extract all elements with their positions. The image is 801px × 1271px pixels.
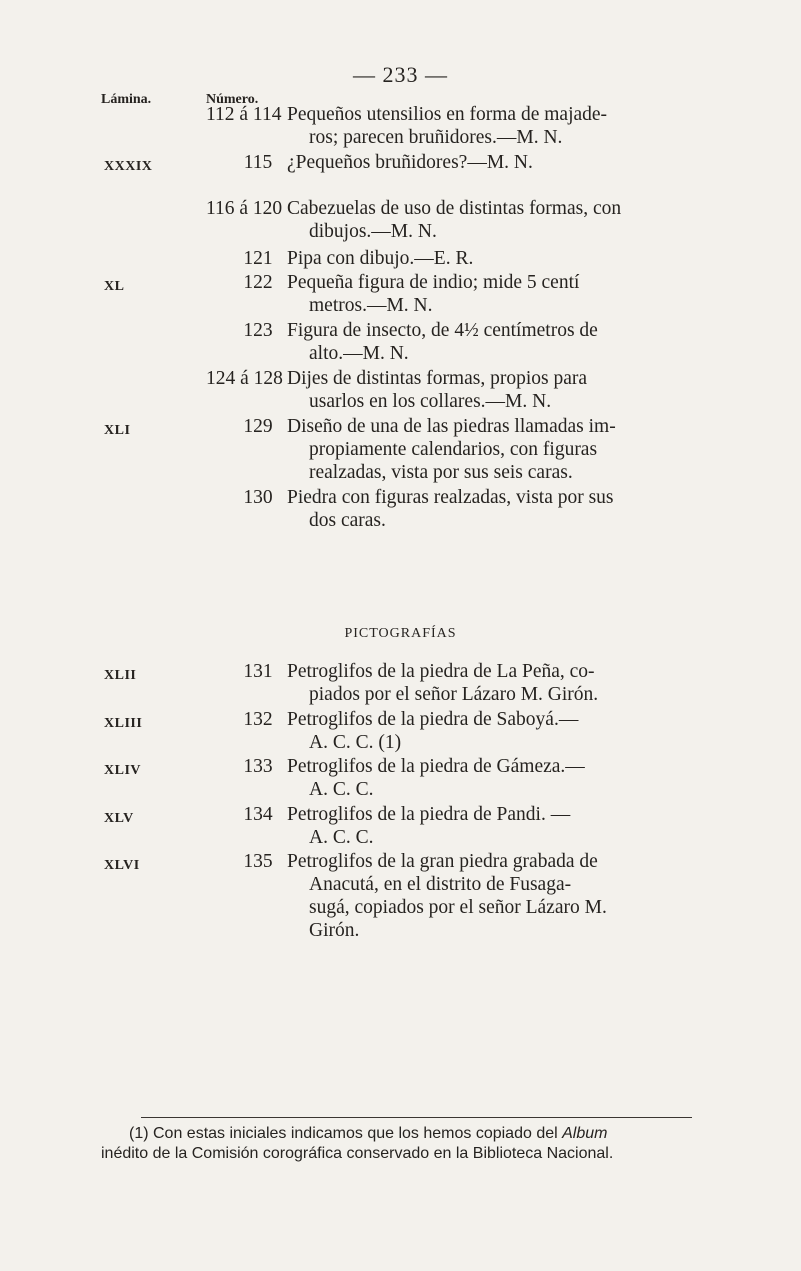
description-line: Pequeña figura de indio; mide 5 centí (287, 272, 580, 293)
description-line: dos caras. (309, 510, 386, 531)
description-line: Girón. (309, 920, 360, 941)
description-line: Petroglifos de la piedra de Gámeza.— (287, 756, 585, 777)
entry-number: 116 á 120 (206, 198, 283, 219)
entry-number: 112 á 114 (206, 104, 282, 125)
description-line: ros; parecen bruñidores.—M. N. (309, 127, 563, 148)
description-line: A. C. C. (309, 779, 374, 800)
footnote-italic: Album (562, 1125, 608, 1142)
entry-description (287, 103, 692, 149)
description-line: usarlos en los collares.—M. N. (309, 391, 552, 412)
description-line: dibujos.—M. N. (309, 221, 437, 242)
entry-description (287, 247, 692, 270)
lamina-number: XLII (104, 668, 137, 683)
description-line: sugá, copiados por el señor Lázaro M. (309, 897, 607, 918)
description-line: realzadas, vista por sus seis caras. (309, 462, 573, 483)
description-line: A. C. C. (309, 827, 374, 848)
description-line: Pipa con dibujo.—E. R. (287, 248, 474, 269)
entry-description (287, 415, 692, 484)
description-line: Petroglifos de la piedra de La Peña, co- (287, 661, 595, 682)
entry-description (287, 660, 692, 706)
description-line: Piedra con figuras realzadas, vista por sus (287, 487, 614, 508)
entry-description (287, 197, 692, 243)
entry-description (287, 486, 692, 532)
description-line: Dijes de distintas formas, propios para (287, 368, 588, 389)
entry-description (287, 151, 692, 174)
lamina-number: XL (104, 279, 125, 294)
description-line: Diseño de una de las piedras llamadas im- (287, 416, 616, 437)
description-line: piados por el señor Lázaro M. Girón. (309, 684, 599, 705)
entry-description (287, 850, 692, 942)
entry-number: 129 (243, 416, 273, 437)
description-line: Petroglifos de la gran piedra grabada de (287, 851, 598, 872)
section-title: PICTOGRAFÍAS (344, 626, 457, 641)
lamina-number: XXXIX (104, 159, 153, 174)
footnote-text: (1) Con estas iniciales indicamos que los hemos copiado del (129, 1125, 563, 1142)
lamina-number: XLVI (104, 858, 140, 873)
entry-number: 131 (243, 661, 273, 682)
lamina-number: XLV (104, 811, 134, 826)
lamina-number: XLIV (104, 763, 142, 778)
description-line: Cabezuelas de uso de distintas formas, con (287, 198, 622, 219)
entry-number: 122 (243, 272, 273, 293)
description-line: Figura de insecto, de 4½ centímetros de (287, 320, 598, 341)
entry-number: 121 (243, 248, 273, 269)
lamina-number: XLI (104, 423, 131, 438)
entry-number: 124 á 128 (206, 368, 283, 389)
description-line: ¿Pequeños bruñidores?—M. N. (287, 152, 533, 173)
footnote-line-2: inédito de la Comisión corográfica conservado en la Biblioteca Nacional. (101, 1145, 614, 1162)
description-line: Petroglifos de la piedra de Saboyá.— (287, 709, 579, 730)
lamina-column-header: Lámina. (101, 92, 152, 107)
entry-description (287, 708, 692, 754)
entry-description (287, 367, 692, 413)
description-line: A. C. C. (1) (309, 732, 402, 753)
footnote-rule (141, 1117, 692, 1118)
entry-number: 130 (243, 487, 273, 508)
entry-number: 133 (243, 756, 273, 777)
lamina-number: XLIII (104, 716, 143, 731)
entry-number: 115 (243, 152, 273, 173)
entry-description (287, 803, 692, 849)
numero-column-header: Número. (206, 92, 259, 107)
description-line: Petroglifos de la piedra de Pandi. — (287, 804, 571, 825)
entry-number: 135 (243, 851, 273, 872)
footnote (101, 1124, 701, 1164)
description-line: alto.—M. N. (309, 343, 409, 364)
entry-description (287, 319, 692, 365)
entry-description (287, 755, 692, 801)
entry-number: 123 (243, 320, 273, 341)
entry-description (287, 271, 692, 317)
description-line: propiamente calendarios, con figuras (309, 439, 598, 460)
page-number: — 233 — (353, 62, 448, 87)
description-line: metros.—M. N. (309, 295, 433, 316)
entry-number: 134 (243, 804, 273, 825)
entry-number: 132 (243, 709, 273, 730)
description-line: Pequeños utensilios en forma de majade- (287, 104, 608, 125)
description-line: Anacutá, en el distrito de Fusaga- (309, 874, 572, 895)
